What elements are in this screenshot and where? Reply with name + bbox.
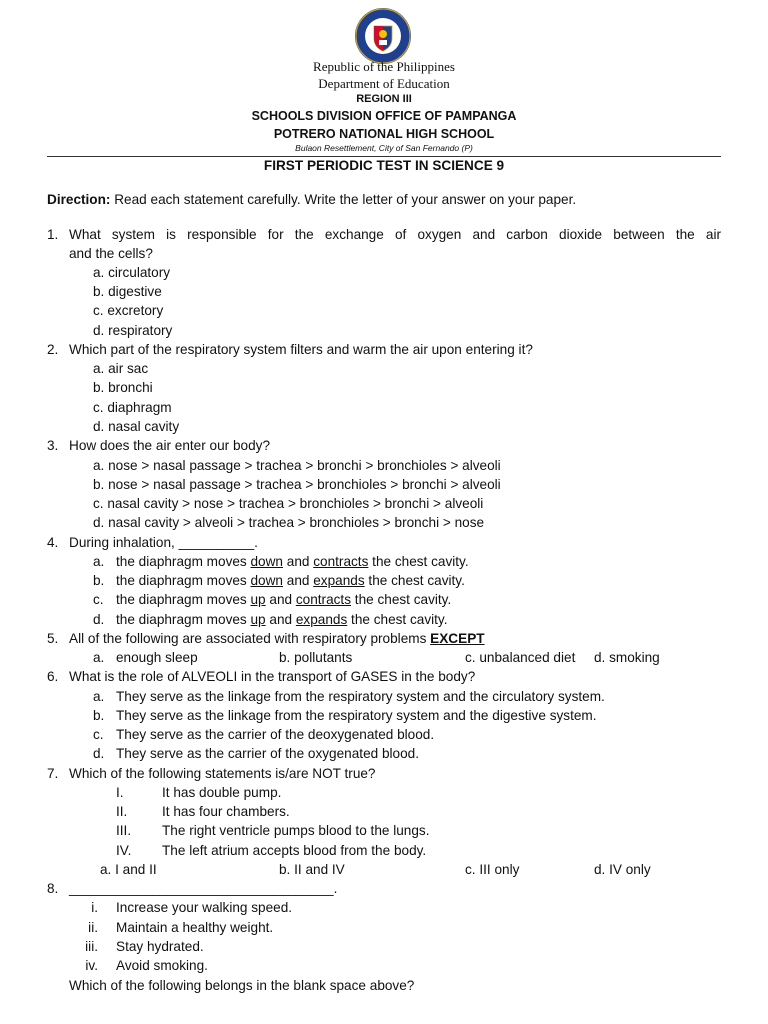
option: c. unbalanced diet xyxy=(465,650,576,665)
question-text-cont: and the cells? xyxy=(69,246,153,261)
option: b. digestive xyxy=(93,284,162,299)
option: c. excretory xyxy=(93,303,164,318)
statement-numeral: III. xyxy=(116,823,132,838)
option: c. III only xyxy=(465,862,520,877)
option: a. circulatory xyxy=(93,265,171,280)
question-text: What is the role of ALVEOLI in the transport of GASES in the body? xyxy=(69,669,476,684)
statement: The left atrium accepts blood from the body. xyxy=(162,843,427,858)
question-number: 7. xyxy=(47,766,59,781)
question-number: 3. xyxy=(47,438,59,453)
option: They serve as the carrier of the deoxygenated blood. xyxy=(116,727,435,742)
option: enough sleep xyxy=(116,650,198,665)
school-name: POTRERO NATIONAL HIGH SCHOOL xyxy=(273,127,495,141)
question-number: 2. xyxy=(47,342,59,357)
option: the diaphragm moves up and expands the chest cavity. xyxy=(116,612,448,627)
region-line: REGION III xyxy=(356,93,412,105)
question-number: 5. xyxy=(47,631,59,646)
option-letter: b. xyxy=(93,708,105,723)
question-number: 8. xyxy=(47,881,59,896)
option: They serve as the linkage from the respiratory system and the circulatory system. xyxy=(116,689,605,704)
option-letter: b. xyxy=(93,573,105,588)
option: d. IV only xyxy=(594,862,651,877)
test-title: FIRST PERIODIC TEST IN SCIENCE 9 xyxy=(263,158,505,173)
question-text: Which part of the respiratory system filters and warm the air upon entering it? xyxy=(69,342,533,357)
direction-label: Direction: xyxy=(47,192,111,207)
question-text: What system is responsible for the exchange of oxygen and carbon dioxide between the air xyxy=(69,227,721,242)
statement: It has four chambers. xyxy=(162,804,290,819)
option: d. smoking xyxy=(594,650,660,665)
option: a. nose > nasal passage > trachea > bronchi > bronchioles > alveoli xyxy=(93,458,501,473)
statement: The right ventricle pumps blood to the lungs. xyxy=(162,823,430,838)
except-emphasis: EXCEPT xyxy=(430,631,485,646)
question-text: How does the air enter our body? xyxy=(69,438,271,453)
statement: It has double pump. xyxy=(162,785,282,800)
statement-numeral: II. xyxy=(116,804,128,819)
question-number: 1. xyxy=(47,227,59,242)
option-letter: c. xyxy=(93,727,104,742)
division-line: SCHOOLS DIVISION OFFICE OF PAMPANGA xyxy=(251,109,517,123)
question-text: Which of the following statements is/are NOT true? xyxy=(69,766,376,781)
option-letter: a. xyxy=(93,554,105,569)
deped-seal-icon xyxy=(354,7,412,65)
option: c. nasal cavity > nose > trachea > bronchioles > bronchi > alveoli xyxy=(93,496,484,511)
department-line: Department of Education xyxy=(318,76,450,91)
option: They serve as the carrier of the oxygenated blood. xyxy=(116,746,420,761)
option-letter: c. xyxy=(93,592,104,607)
statement: Maintain a healthy weight. xyxy=(116,920,274,935)
school-address: Bulaon Resettlement, City of San Fernando (P) xyxy=(295,143,473,153)
option: b. nose > nasal passage > trachea > bronchioles > bronchi > alveoli xyxy=(93,477,501,492)
question-number: 4. xyxy=(47,535,59,550)
statement-numeral: ii. xyxy=(88,920,98,935)
option: d. respiratory xyxy=(93,323,173,338)
option: b. II and IV xyxy=(279,862,345,877)
statement-numeral: i. xyxy=(91,900,98,915)
question-followup: Which of the following belongs in the blank space above? xyxy=(69,978,415,993)
option: the diaphragm moves up and contracts the chest cavity. xyxy=(116,592,452,607)
question-number: 6. xyxy=(47,669,59,684)
statement: Increase your walking speed. xyxy=(116,900,293,915)
republic-line: Republic of the Philippines xyxy=(313,59,455,74)
option-letter: d. xyxy=(93,612,105,627)
option: b. pollutants xyxy=(279,650,353,665)
statement: Stay hydrated. xyxy=(116,939,204,954)
question-blank: ___________________________________. xyxy=(69,881,338,896)
statement-numeral: iii. xyxy=(85,939,98,954)
question-text: During inhalation, __________. xyxy=(69,535,258,550)
option: d. nasal cavity xyxy=(93,419,180,434)
statement-numeral: I. xyxy=(116,785,124,800)
option: a. I and II xyxy=(100,862,157,877)
statement: Avoid smoking. xyxy=(116,958,208,973)
option: the diaphragm moves down and contracts the chest cavity. xyxy=(116,554,469,569)
option-letter: a. xyxy=(93,650,105,665)
direction-text: Read each statement carefully. Write the letter of your answer on your paper. xyxy=(114,192,577,207)
statement-numeral: IV. xyxy=(116,843,132,858)
option-letter: a. xyxy=(93,689,105,704)
option: b. bronchi xyxy=(93,380,153,395)
header-divider xyxy=(47,156,721,157)
option-letter: d. xyxy=(93,746,105,761)
option: a. air sac xyxy=(93,361,149,376)
option: c. diaphragm xyxy=(93,400,172,415)
option: d. nasal cavity > alveoli > trachea > bronchioles > bronchi > nose xyxy=(93,515,485,530)
question-text: All of the following are associated with respiratory problems EXCEPT xyxy=(69,631,485,646)
option: the diaphragm moves down and expands the chest cavity. xyxy=(116,573,465,588)
statement-numeral: iv. xyxy=(85,958,98,973)
option: They serve as the linkage from the respiratory system and the digestive system. xyxy=(116,708,597,723)
direction xyxy=(47,191,576,208)
